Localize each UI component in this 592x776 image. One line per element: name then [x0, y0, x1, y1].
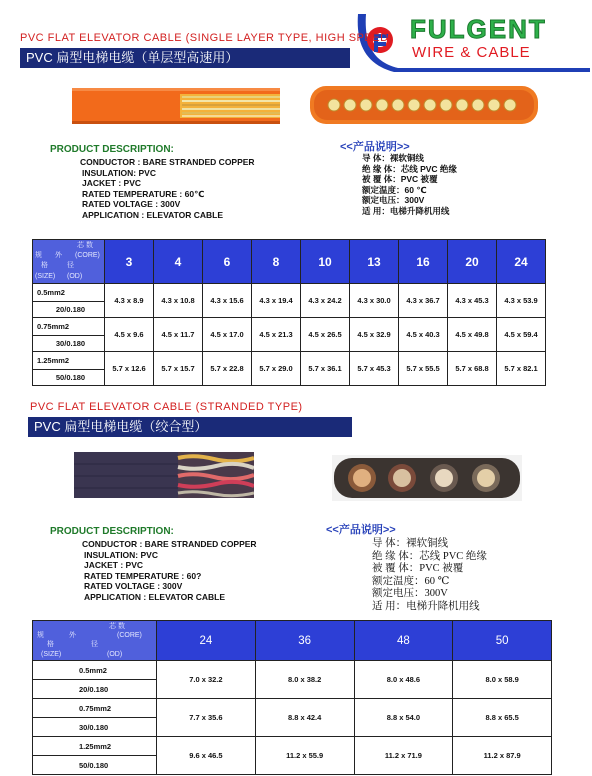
table-cell: 4.5 x 59.4	[497, 318, 546, 352]
table-cell: 5.7 x 15.7	[154, 352, 203, 386]
corner-spec2-cn: 格	[41, 262, 48, 269]
col-header-cores: 36	[255, 621, 354, 661]
flat-cable-photo-1	[72, 88, 280, 124]
corner-cores-cn: 芯 数	[109, 623, 125, 630]
row-size: 1.25mm2	[33, 352, 105, 370]
brand-sub: WIRE & CABLE	[412, 44, 531, 61]
corner-spec-cn: 规	[35, 252, 42, 259]
stranded-cable-section-photo	[332, 455, 522, 501]
col-header-cores: 6	[203, 240, 252, 284]
corner-od-en: (OD)	[67, 273, 83, 280]
table-cell: 4.3 x 36.7	[399, 284, 448, 318]
section1-cn-spec-list	[362, 153, 457, 216]
cn-spec-temperature: 额定温度：60 ℃	[362, 184, 427, 195]
section2-title-cn: PVC 扁型电梯电缆（绞合型）	[34, 419, 208, 434]
table-cell: 4.3 x 30.0	[350, 284, 399, 318]
spec-insulation: INSULATION: PVC	[82, 167, 156, 178]
table-row	[33, 661, 552, 680]
table-cell: 11.2 x 87.9	[453, 737, 552, 775]
table-corner-cell	[33, 240, 105, 284]
table-cell: 5.7 x 36.1	[301, 352, 350, 386]
row-strand: 30/0.180	[33, 336, 105, 352]
spec-jacket: JACKET : PVC	[84, 560, 144, 570]
row-size: 0.5mm2	[33, 284, 105, 302]
cn-spec-temperature: 额定温度：60 ℃	[372, 575, 450, 587]
row-strand: 50/0.180	[33, 756, 157, 775]
row-strand: 20/0.180	[33, 302, 105, 318]
corner-od-cn: 外	[55, 252, 62, 259]
cn-spec-jacket: 被 覆 体：PVC 被覆	[362, 174, 438, 184]
section1-title-cn: PVC 扁型电梯电缆（单层型高速用）	[26, 50, 239, 65]
section2-title-en: PVC FLAT ELEVATOR CABLE (STRANDED TYPE)	[30, 401, 303, 413]
corner-cores-cn: 芯 数	[77, 242, 93, 249]
spec-conductor: CONDUCTOR : BARE STRANDED COPPER	[82, 539, 257, 549]
corner-diam-cn: 径	[91, 641, 98, 648]
section2-cn-title: <<产品说明>>	[326, 524, 396, 536]
section2-dimension-table	[32, 620, 552, 775]
spec-voltage: RATED VOLTAGE : 300V	[84, 581, 183, 591]
table-cell: 5.7 x 55.5	[399, 352, 448, 386]
cn-spec-conductor: 导 体：裸软铜线	[372, 538, 449, 549]
table-cell: 9.6 x 46.5	[157, 737, 256, 775]
table-cell: 4.5 x 17.0	[203, 318, 252, 352]
spec-jacket: JACKET : PVC	[82, 178, 142, 188]
cn-spec-insulation: 绝 缘 体：芯线 PVC 绝缘	[362, 163, 457, 174]
cn-spec-insulation: 绝 缘 体：芯线 PVC 绝缘	[372, 550, 487, 562]
table-cell: 4.3 x 19.4	[252, 284, 301, 318]
corner-od-en: (OD)	[107, 651, 123, 658]
section2-cn-spec-list	[372, 538, 487, 613]
col-header-cores: 24	[497, 240, 546, 284]
table-cell: 8.8 x 54.0	[354, 699, 453, 737]
table-cell: 5.7 x 29.0	[252, 352, 301, 386]
spec-voltage: RATED VOLTAGE : 300V	[82, 199, 181, 209]
section1-cn-title: <<产品说明>>	[340, 141, 410, 153]
cn-spec-jacket: 被 覆 体：PVC 被覆	[372, 563, 464, 574]
section1-spec-list	[80, 157, 255, 220]
section1-product-description-title: PRODUCT DESCRIPTION:	[50, 144, 174, 155]
table-row	[33, 699, 552, 718]
table-cell: 4.3 x 24.2	[301, 284, 350, 318]
col-header-cores: 20	[448, 240, 497, 284]
table-cell: 4.3 x 45.3	[448, 284, 497, 318]
cn-spec-application: 适 用：电梯升降机用线	[362, 205, 450, 216]
row-strand: 50/0.180	[33, 370, 105, 386]
col-header-cores: 16	[399, 240, 448, 284]
section1-title-bar	[20, 48, 350, 68]
corner-core-en: (CORE)	[117, 632, 142, 639]
table-cell: 4.5 x 21.3	[252, 318, 301, 352]
table-cell: 4.3 x 15.6	[203, 284, 252, 318]
col-header-cores: 4	[154, 240, 203, 284]
brand-name: FULGENT	[410, 14, 547, 44]
table-row	[33, 352, 546, 370]
row-size: 0.75mm2	[33, 699, 157, 718]
corner-diam-cn: 径	[67, 262, 74, 269]
table-cell: 4.3 x 53.9	[497, 284, 546, 318]
table-cell: 4.5 x 49.8	[448, 318, 497, 352]
table-cell: 8.0 x 58.9	[453, 661, 552, 699]
table-cell: 4.5 x 9.6	[105, 318, 154, 352]
table-cell: 7.7 x 35.6	[157, 699, 256, 737]
table-row	[33, 318, 546, 336]
section1-title-en: PVC FLAT ELEVATOR CABLE (SINGLE LAYER TYPE, HIGH SPEED)	[20, 32, 393, 44]
section1-dimension-table	[32, 239, 546, 386]
table-cell: 11.2 x 71.9	[354, 737, 453, 775]
corner-size-en: (SIZE)	[41, 651, 62, 658]
table-cell: 8.0 x 48.6	[354, 661, 453, 699]
spec-insulation: INSULATION: PVC	[84, 549, 158, 560]
cn-spec-voltage: 额定电压：300V	[362, 195, 425, 205]
stranded-cable-photo	[74, 452, 254, 498]
table-corner-cell	[33, 621, 157, 661]
row-size: 0.75mm2	[33, 318, 105, 336]
table-cell: 7.0 x 32.2	[157, 661, 256, 699]
section2-product-description-title: PRODUCT DESCRIPTION:	[50, 526, 174, 537]
col-header-cores: 8	[252, 240, 301, 284]
table-cell: 5.7 x 12.6	[105, 352, 154, 386]
section2-title-bar	[28, 417, 352, 437]
col-header-cores: 48	[354, 621, 453, 661]
table-cell: 4.5 x 26.5	[301, 318, 350, 352]
table-cell: 4.3 x 10.8	[154, 284, 203, 318]
col-header-cores: 10	[301, 240, 350, 284]
spec-conductor: CONDUCTOR : BARE STRANDED COPPER	[80, 157, 255, 167]
corner-size-en: (SIZE)	[35, 273, 56, 280]
table-row	[33, 284, 546, 302]
col-header-cores: 50	[453, 621, 552, 661]
col-header-cores: 13	[350, 240, 399, 284]
corner-core-en: (CORE)	[75, 252, 100, 259]
table-cell: 4.5 x 40.3	[399, 318, 448, 352]
row-size: 0.5mm2	[33, 661, 157, 680]
col-header-cores: 24	[157, 621, 256, 661]
section2-spec-list	[82, 539, 257, 602]
col-header-cores: 3	[105, 240, 154, 284]
spec-temperature: RATED TEMPERATURE : 60℃	[82, 188, 205, 199]
table-cell: 8.8 x 42.4	[255, 699, 354, 737]
table-cell: 8.8 x 65.5	[453, 699, 552, 737]
table-cell: 8.0 x 38.2	[255, 661, 354, 699]
corner-spec2-cn: 格	[47, 641, 54, 648]
cn-spec-conductor: 导 体：裸软铜线	[362, 153, 424, 163]
table-row	[33, 737, 552, 756]
table-cell: 5.7 x 82.1	[497, 352, 546, 386]
corner-od-cn: 外	[69, 632, 76, 639]
table-cell: 5.7 x 68.8	[448, 352, 497, 386]
row-strand: 30/0.180	[33, 718, 157, 737]
row-strand: 20/0.180	[33, 680, 157, 699]
spec-temperature: RATED TEMPERATURE : 60?	[84, 570, 202, 581]
flat-cable-section-photo-1	[310, 86, 538, 124]
spec-application: APPLICATION : ELEVATOR CABLE	[82, 209, 224, 220]
table-cell: 4.3 x 8.9	[105, 284, 154, 318]
table-cell: 5.7 x 45.3	[350, 352, 399, 386]
table-cell: 4.5 x 11.7	[154, 318, 203, 352]
cn-spec-voltage: 额定电压：300V	[372, 588, 448, 599]
corner-spec-cn: 规	[37, 632, 44, 639]
row-size: 1.25mm2	[33, 737, 157, 756]
table-cell: 5.7 x 22.8	[203, 352, 252, 386]
spec-application: APPLICATION : ELEVATOR CABLE	[84, 591, 226, 602]
table-cell: 11.2 x 55.9	[255, 737, 354, 775]
table-cell: 4.5 x 32.9	[350, 318, 399, 352]
cn-spec-application: 适 用：电梯升降机用线	[372, 600, 480, 612]
